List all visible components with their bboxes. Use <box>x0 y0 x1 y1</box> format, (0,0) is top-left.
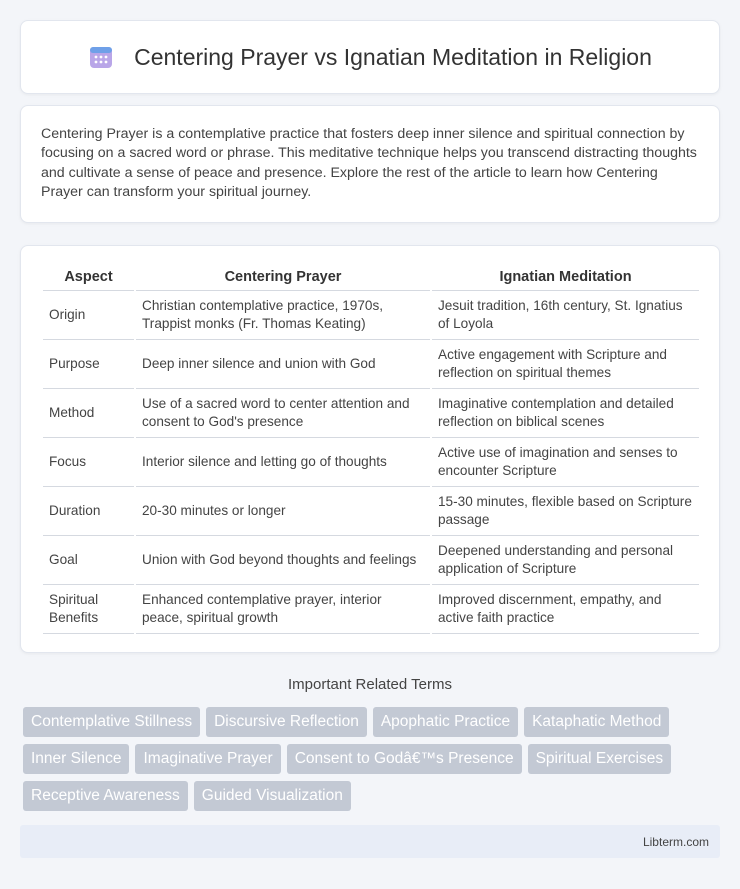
table-row <box>43 290 699 339</box>
comparison-table <box>43 266 699 634</box>
related-term-tag[interactable]: Receptive Awareness <box>23 781 188 811</box>
related-terms-heading: Important Related Terms <box>288 676 452 693</box>
table-cell: Use of a sacred word to center attention and consent to God's presence <box>135 388 431 437</box>
table-row <box>43 535 699 584</box>
comparison-table-card <box>20 245 720 653</box>
table-cell: Method <box>43 388 135 437</box>
related-term-tag[interactable]: Kataphatic Method <box>524 707 669 737</box>
table-cell: Improved discernment, empathy, and active faith practice <box>431 584 699 633</box>
table-row <box>43 437 699 486</box>
table-cell: Spiritual Benefits <box>43 584 135 633</box>
table-cell: Duration <box>43 486 135 535</box>
intro-card <box>20 105 720 223</box>
table-cell: Active use of imagination and senses to encounter Scripture <box>431 437 699 486</box>
table-cell: 20-30 minutes or longer <box>135 486 431 535</box>
table-row <box>43 584 699 633</box>
table-cell: Interior silence and letting go of thoughts <box>135 437 431 486</box>
table-cell: Enhanced contemplative prayer, interior peace, spiritual growth <box>135 584 431 633</box>
table-cell: Deepened understanding and personal application of Scripture <box>431 535 699 584</box>
related-term-tag[interactable]: Consent to Godâ€™s Presence <box>287 744 522 774</box>
table-cell: Purpose <box>43 339 135 388</box>
table-cell: Jesuit tradition, 16th century, St. Ignatius of Loyola <box>431 290 699 339</box>
footer <box>20 825 720 858</box>
column-header: Aspect <box>43 266 135 290</box>
table-row <box>43 339 699 388</box>
table-cell: 15-30 minutes, flexible based on Scripture passage <box>431 486 699 535</box>
table-cell: Focus <box>43 437 135 486</box>
related-term-tag[interactable]: Imaginative Prayer <box>135 744 280 774</box>
table-cell: Goal <box>43 535 135 584</box>
table-header-row <box>43 266 699 290</box>
related-term-tag[interactable]: Inner Silence <box>23 744 129 774</box>
table-cell: Active engagement with Scripture and reflection on spiritual themes <box>431 339 699 388</box>
column-header: Ignatian Meditation <box>431 266 699 290</box>
table-cell: Union with God beyond thoughts and feelings <box>135 535 431 584</box>
table-row <box>43 388 699 437</box>
related-term-tag[interactable]: Guided Visualization <box>194 781 351 811</box>
related-term-tag[interactable]: Discursive Reflection <box>206 707 367 737</box>
footer-site-link[interactable]: Libterm.com <box>642 835 709 849</box>
column-header: Centering Prayer <box>135 266 431 290</box>
intro-text: Centering Prayer is a contemplative practice that fosters deep inner silence and spiritual connection by focusing on a sacred word or phrase. This meditative technique helps you transcend distracting thoughts and cultivate a sense of peace and presence. Explore the rest of the article to learn how Centering Prayer can transform your spiritual journey. <box>41 126 697 201</box>
table-cell: Christian contemplative practice, 1970s, Trappist monks (Fr. Thomas Keating) <box>135 290 431 339</box>
related-term-tag[interactable]: Contemplative Stillness <box>23 707 200 737</box>
related-term-tag[interactable]: Apophatic Practice <box>373 707 518 737</box>
page-title: Centering Prayer vs Ignatian Meditation in Religion <box>134 43 652 70</box>
table-cell: Imaginative contemplation and detailed reflection on biblical scenes <box>431 388 699 437</box>
table-row <box>43 486 699 535</box>
title-card <box>20 20 720 94</box>
related-terms-list <box>23 707 723 811</box>
table-cell: Origin <box>43 290 135 339</box>
related-term-tag[interactable]: Spiritual Exercises <box>528 744 672 774</box>
calendar-icon <box>88 44 114 70</box>
table-cell: Deep inner silence and union with God <box>135 339 431 388</box>
